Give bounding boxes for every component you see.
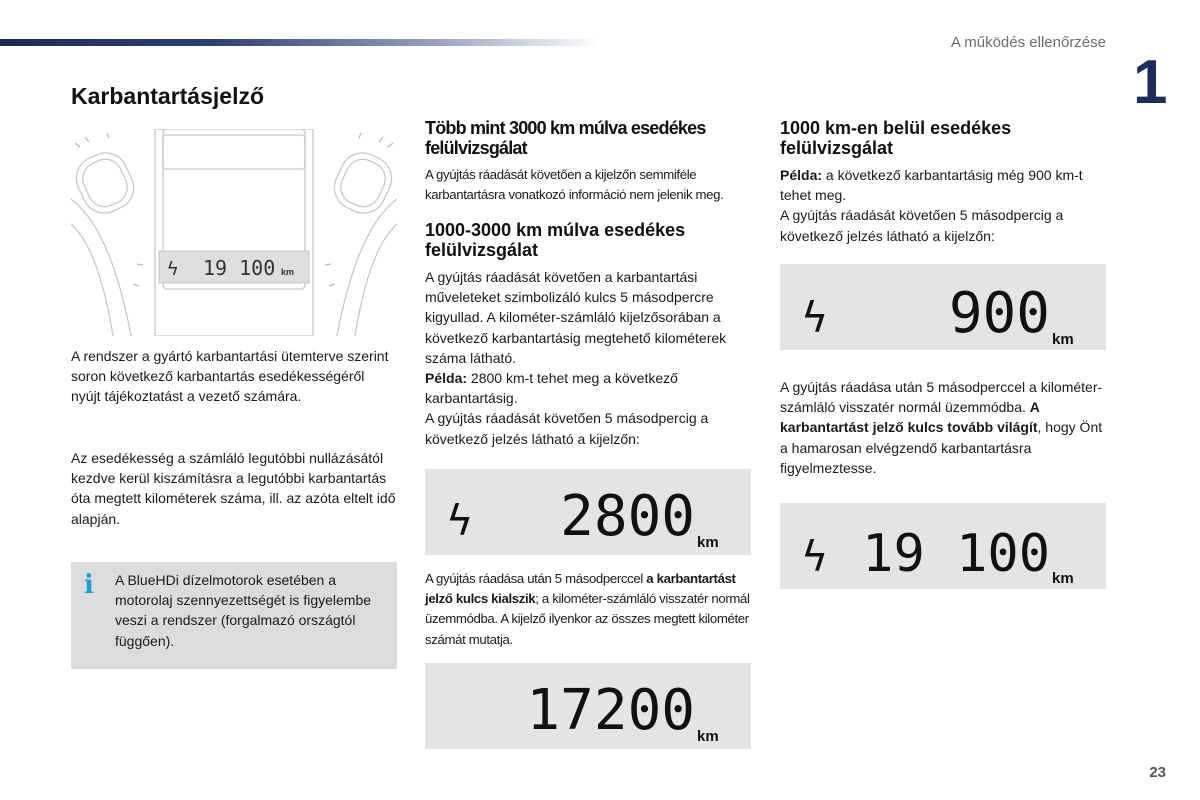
text-1000-3000: A gyújtás ráadását követően a karbantartási műveleteket szimbolizáló kulcs 5 másodpercre kigyullad. A kilométer-számláló kijelzősorában a következő karbantartásig megtehető kilométerek száma látható. Példa: 2800 km-t tehet meg a következő karbantartásig. A gyújtás ráadását követően 5 másodpercig a következő jelzés látható a kijelzőn: — [425, 269, 727, 447]
lcd-display-2800 — [425, 469, 751, 555]
lcd-unit: km — [1052, 331, 1074, 348]
calculation-paragraph: Az esedékesség a számláló legutóbbi nullázásától kezdve kerül kiszámításra a legutóbbi karbantartás óta megtett kilométerek száma, ill. az azóta eltelt idő alapján. — [71, 450, 396, 527]
info-icon: i — [84, 570, 94, 600]
page-number: 23 — [1149, 764, 1166, 781]
lcd-unit: km — [697, 728, 719, 745]
figure-display-value: 19 100 — [203, 256, 276, 280]
lcd-value: 2800 — [560, 484, 695, 549]
wrench-icon: ϟ — [167, 258, 179, 280]
page-title: Karbantartásjelző — [71, 83, 265, 109]
section-title: A működés ellenőrzése — [950, 34, 1106, 51]
text-under-1000: Példa: a következő karbantartásig még 900 km-t tehet meg. A gyújtás ráadását követően 5 másodpercig a következő jelzés látható a kijelzőn: — [780, 167, 1083, 244]
chapter-number: 1 — [1133, 48, 1168, 117]
wrench-icon: ϟ — [447, 496, 473, 545]
lcd-value: 900 — [948, 281, 1050, 346]
header-accent-bar — [0, 39, 600, 46]
example-label: Példa: — [425, 370, 468, 387]
heading-1000-3000: 1000-3000 km múlva esedékes felülvizsgálat — [425, 220, 686, 260]
info-note-box — [71, 562, 397, 669]
instrument-cluster-figure — [71, 129, 397, 336]
intro-paragraph: A rendszer a gyártó karbantartási ütemterve szerint soron következő karbantartás esedékességéről nyújt tájékoztatást a vezető számára. — [71, 348, 389, 405]
wrench-icon: ϟ — [802, 532, 828, 581]
example-label: Példa: — [780, 167, 823, 183]
lcd-value: 19 100 — [862, 524, 1050, 584]
heading-under-1000: 1000 km-en belül esedékes felülvizsgálat — [780, 118, 1012, 158]
text-over-3000: A gyújtás ráadását követően a kijelzőn semmiféle karbantartásra vonatkozó információ nem jelenik meg. — [425, 167, 724, 203]
lcd-value: 17200 — [526, 678, 695, 743]
text-key-off: A gyújtás ráadása után 5 másodperccel a karbantartást jelző kulcs kialszik; a kilométer-számláló visszatér normál üzemmódba. A kijelző ilyenkor az összes megtett kilométer számát mutatja. — [425, 571, 750, 647]
lcd-display-19100 — [780, 503, 1106, 589]
text-key-stays-on: A gyújtás ráadása után 5 másodperccel a kilométer-számláló visszatér normál üzemmódba. A karbantartást jelző kulcs tovább világít, hogy Önt a hamarosan elvégzendő karbantartásra figyelmeztesse. — [780, 379, 1103, 476]
info-note-text: A BlueHDi dízelmotorok esetében a motorolaj szennyezettségét is figyelembe veszi a rendszer (forgalmazó országtól függően). — [115, 572, 372, 649]
figure-display-unit: km — [281, 267, 295, 277]
lcd-unit: km — [697, 534, 719, 551]
lcd-display-900 — [780, 264, 1106, 350]
lcd-unit: km — [1052, 570, 1074, 587]
lcd-display-17200 — [425, 663, 751, 749]
heading-over-3000: Több mint 3000 km múlva esedékes felülvizsgálat — [425, 118, 706, 158]
wrench-icon: ϟ — [802, 293, 828, 342]
